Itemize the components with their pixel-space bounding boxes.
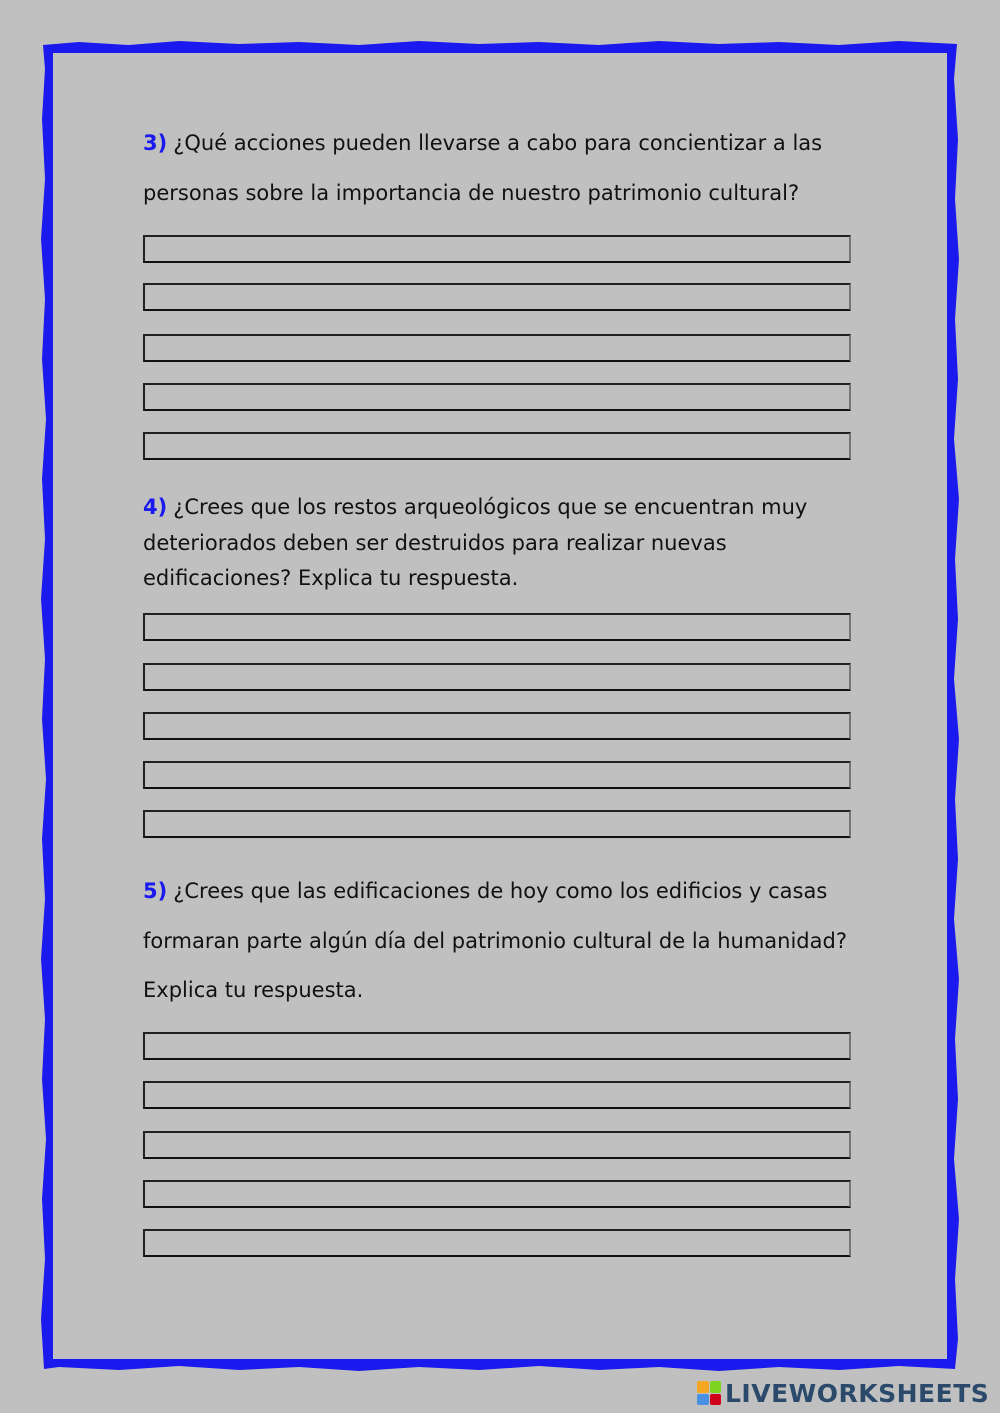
- liveworksheets-logo-text: LIVEWORKSHEETS: [725, 1378, 990, 1408]
- answer-line-q4-1[interactable]: [143, 613, 851, 641]
- answer-line-q4-5[interactable]: [143, 810, 851, 838]
- answer-line-q4-2[interactable]: [143, 663, 851, 691]
- question-4-number: 4): [143, 495, 168, 519]
- answer-line-q5-2[interactable]: [143, 1081, 851, 1109]
- question-5-number: 5): [143, 879, 168, 903]
- answer-line-q3-1[interactable]: [143, 235, 851, 263]
- answer-line-q3-3[interactable]: [143, 334, 851, 362]
- liveworksheets-logo-icon: [697, 1381, 721, 1405]
- question-5: [143, 867, 863, 1016]
- question-5-text: ¿Crees que las edificaciones de hoy como los edificios y casas formaran parte algún día del patrimonio cultural de la humanidad? Explica tu respuesta.: [143, 879, 847, 1002]
- question-4-text: ¿Crees que los restos arqueológicos que se encuentran muy deteriorados deben ser destruidos para realizar nuevas edificaciones? Explica tu respuesta.: [143, 495, 808, 590]
- question-3-text: ¿Qué acciones pueden llevarse a cabo para concientizar a las personas sobre la importancia de nuestro patrimonio cultural?: [143, 131, 823, 205]
- answer-line-q5-5[interactable]: [143, 1229, 851, 1257]
- question-3: [143, 118, 863, 218]
- answer-line-q5-1[interactable]: [143, 1032, 851, 1060]
- answer-line-q3-2[interactable]: [143, 283, 851, 311]
- answer-line-q3-4[interactable]: [143, 383, 851, 411]
- answer-line-q5-3[interactable]: [143, 1131, 851, 1159]
- question-4: [143, 490, 863, 597]
- answer-line-q4-4[interactable]: [143, 761, 851, 789]
- answer-line-q3-5[interactable]: [143, 432, 851, 460]
- answer-line-q4-3[interactable]: [143, 712, 851, 740]
- liveworksheets-logo: [697, 1378, 989, 1408]
- question-3-number: 3): [143, 131, 168, 155]
- answer-line-q5-4[interactable]: [143, 1180, 851, 1208]
